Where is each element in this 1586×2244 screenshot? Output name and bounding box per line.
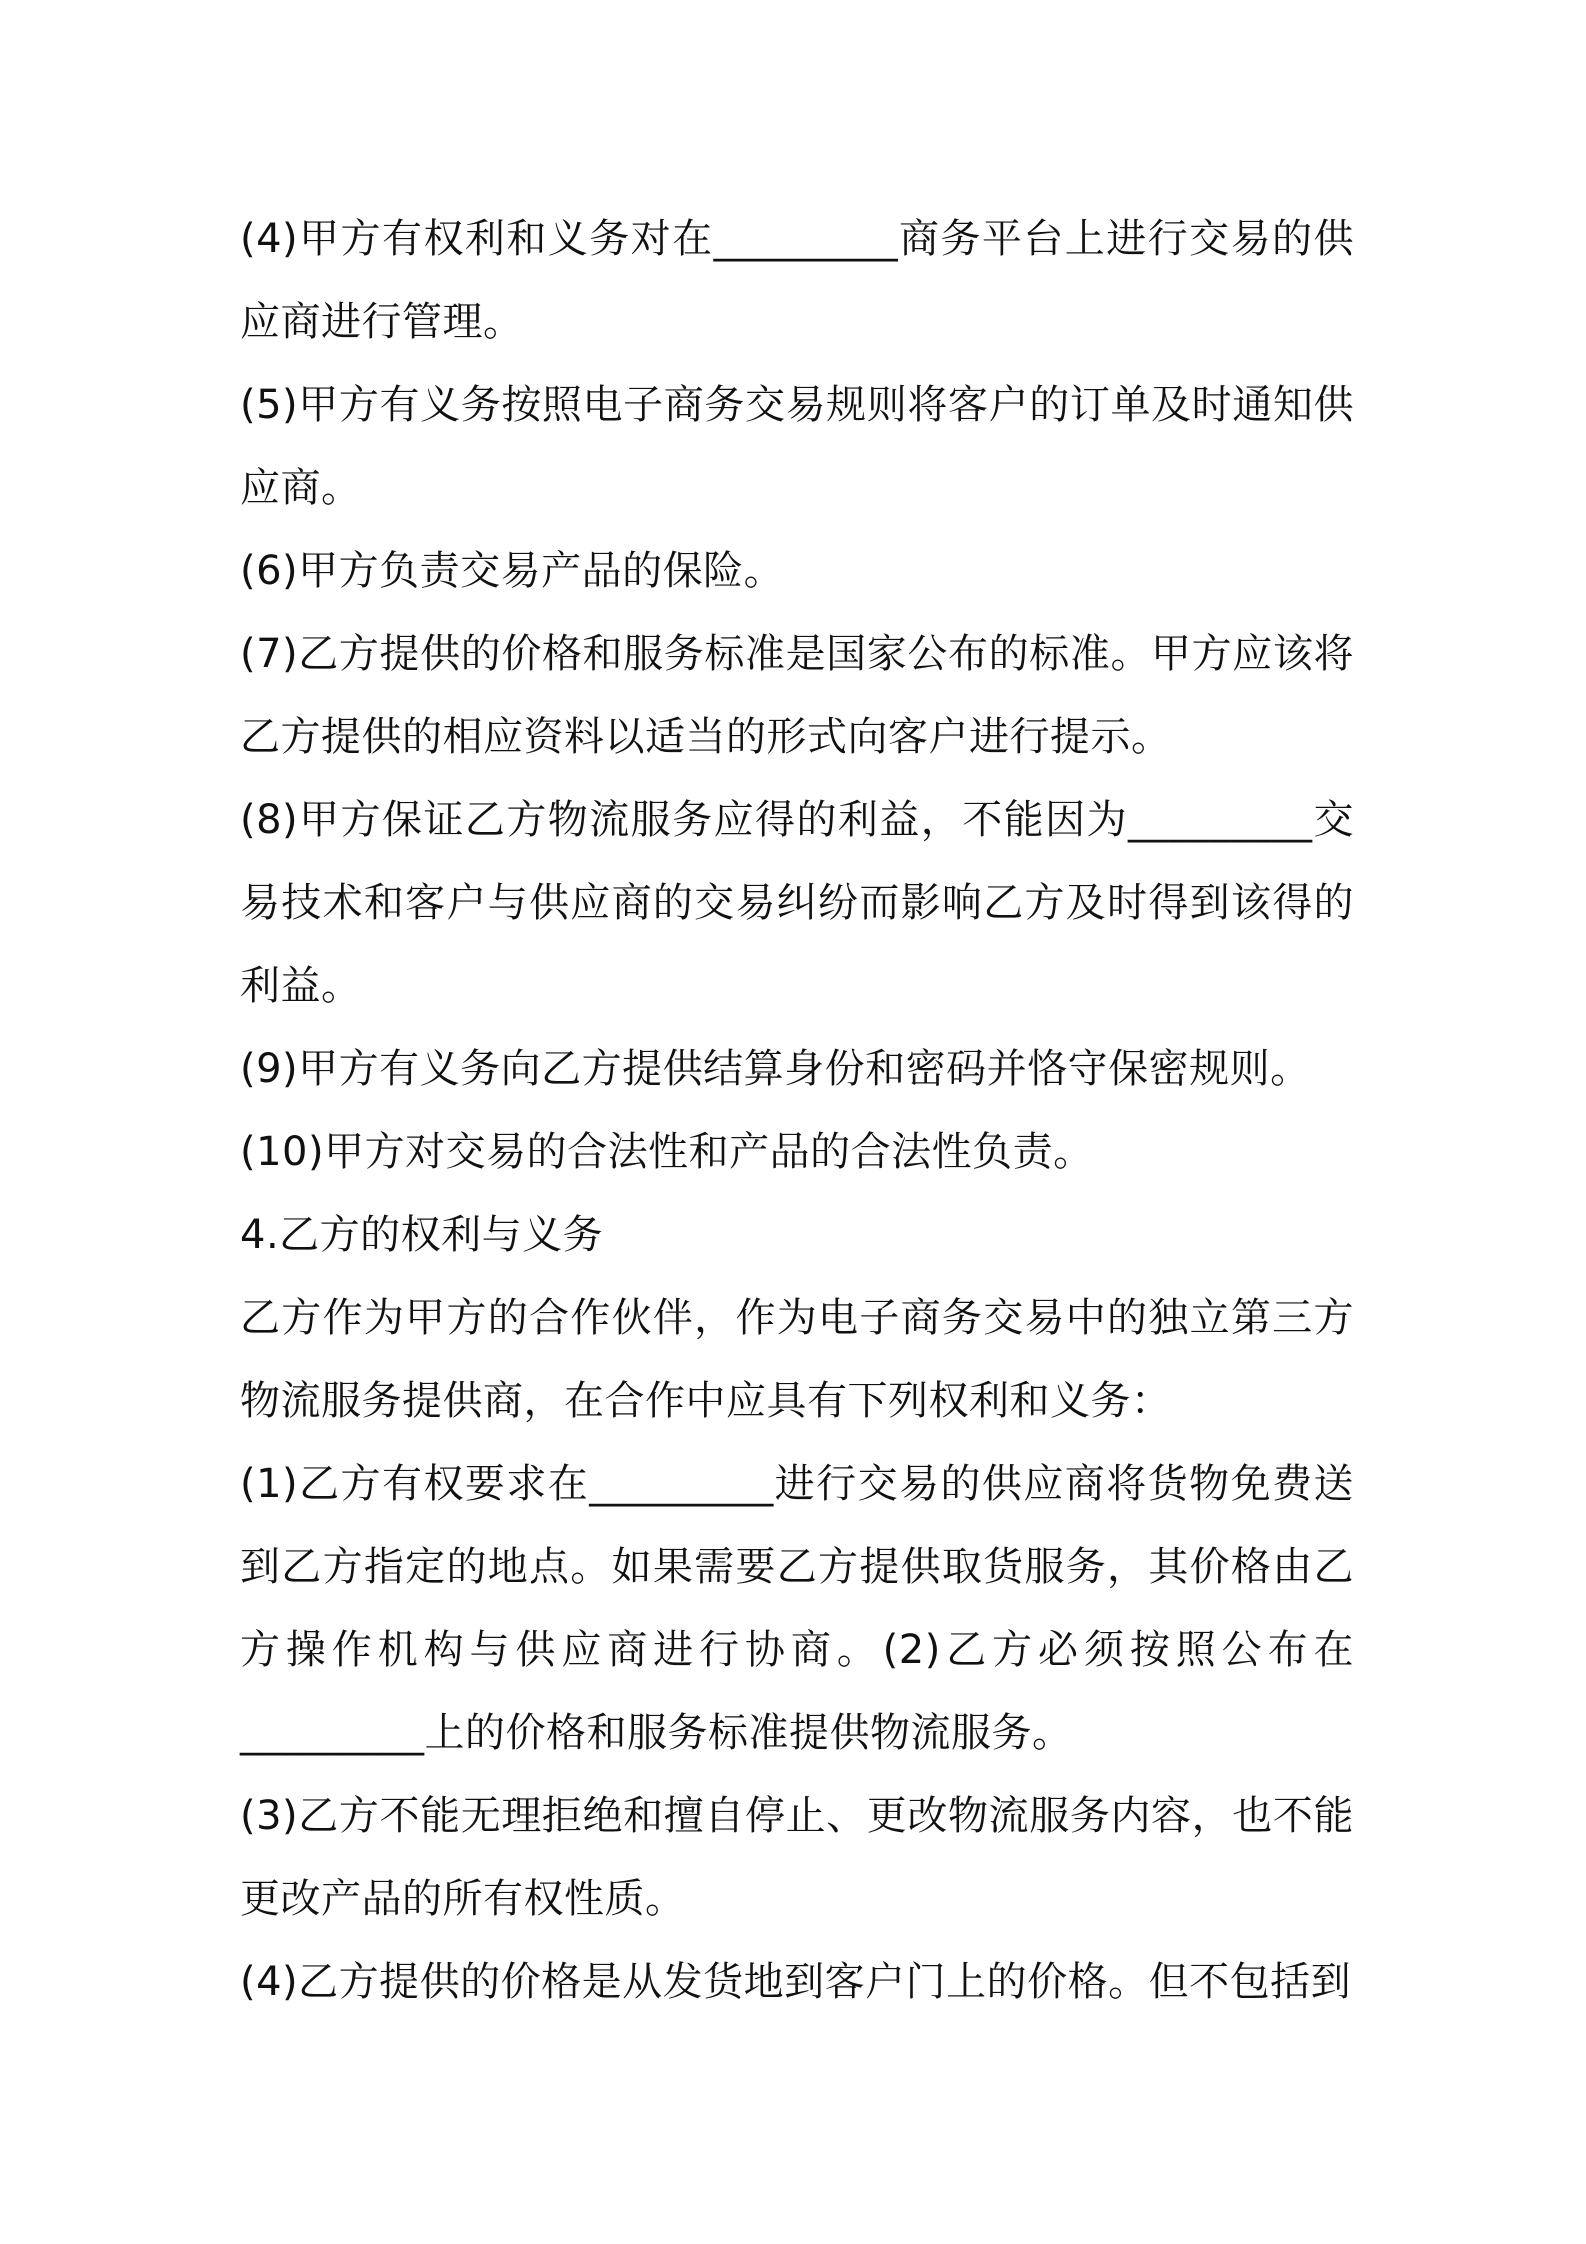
section-intro: 乙方作为甲方的合作伙伴，作为电子商务交易中的独立第三方物流服务提供商，在合作中应具有下列权利和义务： [240,1295,1354,1424]
clause-a7: (7)乙方提供的价格和服务标准是国家公布的标准。甲方应该将乙方提供的相应资料以适当的形式向客户进行提示。 [240,631,1354,760]
clause-a6: (6)甲方负责交易产品的保险。 [240,548,785,594]
clause-a4: (4)甲方有权利和义务对在_________商务平台上进行交易的供应商进行管理。 [240,216,1354,345]
clause-b3: (3)乙方不能无理拒绝和擅自停止、更改物流服务内容，也不能更改产品的所有权性质。 [240,1793,1354,1922]
clause-a8: (8)甲方保证乙方物流服务应得的利益，不能因为_________交易技术和客户与供应商的交易纠纷而影响乙方及时得到该得的利益。 [240,797,1354,1009]
clause-b4: (4)乙方提供的价格是从发货地到客户门上的价格。但不包括到 [240,1959,1352,2005]
clause-a10: (10)甲方对交易的合法性和产品的合法性负责。 [240,1129,1094,1175]
document-body [240,198,1354,2024]
section-heading: 4.乙方的权利与义务 [240,1212,604,1258]
clause-b1-b2: (1)乙方有权要求在_________进行交易的供应商将货物免费送到乙方指定的地点。如果需要乙方提供取货服务，其价格由乙方操作机构与供应商进行协商。(2)乙方必须按照公布在_________上的价格和服务标准提供物流服务。 [240,1461,1354,1756]
clause-a9: (9)甲方有义务向乙方提供结算身份和密码并恪守保密规则。 [240,1046,1311,1092]
clause-a5: (5)甲方有义务按照电子商务交易规则将客户的订单及时通知供应商。 [240,382,1354,511]
